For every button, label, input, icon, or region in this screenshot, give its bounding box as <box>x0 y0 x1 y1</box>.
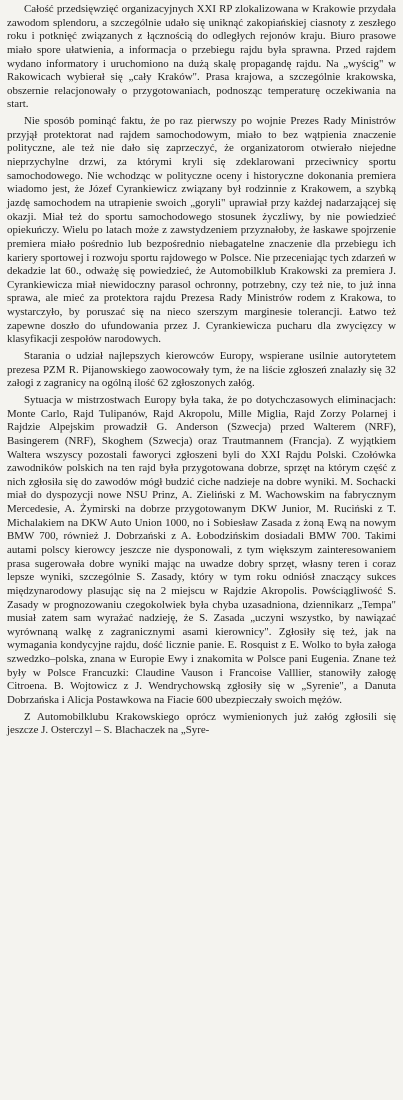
paragraph-entries: Starania o udział najlepszych kierowców Europy, wspierane usilnie autorytetem prezesa PZM R. Pijanowskiego zaowocowały tym, że na liście zgłoszeń znalazły się 32 załogi z zagranicy na ogólną ilość 62 zgłoszonych załóg. <box>7 350 396 390</box>
paragraph-prime-minister: Nie sposób pominąć faktu, że po raz pierwszy po wojnie Prezes Rady Ministrów przyjął protektorat nad rajdem samochodowym, miało to bez wątpienia znaczenie polityczne, ale też nie dało się zaprzeczyć, że organizatorom otwierało niejedne nieprzychylne drzwi, za którymi kryli się zdeklarowani przeciwnicy sportu samochodowego. Nie wchodząc w polityczne oceny i historyczne dokonania premiera wiadomo jest, że Józef Cyrankiewicz związany był rodzinnie z Krakowem, a szybką jazdę samochodem na utrapienie swoich „goryli" uprawiał przy każdej nadarzającej się okazji. Miał też do sportu samochodowego stosunek życzliwy, by nie powiedzieć opiekuńczy. Wielu po latach może z zawstydzeniem przyznałoby, że łaskawe spojrzenie premiera miało pośrednio lub bezpośrednio niebagatelne znaczenie dla przebiegu ich kariery sportowej i rozwoju sportu rajdowego w Polsce. Nie przeceniając tych zdarzeń w dekadzie lat 60., odważę się powiedzieć, że Automobilklub Krakowski za premiera J. Cyrankiewicza miał niewidoczny parasol ochronny, potrzebny, czy też nie, to już inna sprawa, ale mieć za protektora rajdu Prezesa Rady Ministrów rodem z Krakowa, to wystarczyło, by poruszać się na nieco szerszym marginesie tolerancji. Łatwo też zapewne doszło do ufundowania przez J. Cyrankiewicza pucharu dla zwycięzcy w klasyfikacji zespołów narodowych. <box>7 115 396 346</box>
paragraph-championship: Sytuacja w mistrzostwach Europy była taka, że po dotychczasowych eliminacjach: Monte Carlo, Rajd Tulipanów, Rajd Akropolu, Mille Miglia, Rajd Zorzy Polarnej i Rajdzie Alpejskim prowadził G. Anderson (Szwecja) przed Walterem (NRF), Basingerem (NRF), Skoghem (Szwecja) oraz Trautmannem (Francja). Z wyjątkiem Waltera wszyscy pozostali faworyci zgłoszeni byli do XXI Rajdu Polski. Czołówka zawodników polskich na ten rajd była przygotowana dobrze, sprzęt na którym część z nich zgłosiła się do zawodów mógł budzić ciche nadzieje na dobre wyniki. M. Sochacki miał do dyspozycji nowe NSU Prinz, A. Zieliński z M. Wachowskim na fabrycznym Mercedesie, A. Żymirski na dobrze przygotowanym DKW Junior, M. Ruciński z T. Michalakiem na DKW Auto Union 1000, no i Sobiesław Zasada z żoną Ewą na nowym BMW 700, również J. Dobrzański z A. Łobodzińskim dosiadali BMW 700. Takimi autami polscy kierowcy jeszcze nie dysponowali, z tym większym zainteresowaniem prasa sugerowała dobre wyniki mając na uwadze dobry sprzęt, własny teren i coraz lepsze wyniki, szczególnie S. Zasady, który w tym roku odniósł znaczący sukces międzynarodowy plasując się na 2 miejscu w Rajdzie Akropolis. Powściągliwość S. Zasady w prognozowaniu czegokolwiek była chyba uzasadniona, dziennikarz „Tempa" musiał zatem sam wyrażać nadzieję, że S. Zasada „uczyni wszystko, by nawiązać wyrównaną walkę z zagranicznymi asami kierownicy". Zgłosiły się też, jak na wymagania kondycyjne rajdu, dość licznie panie. E. Rosquist z E. Wolko to była załoga szwedzko–polska, znana w Europie Ewy i znakomita w Polsce pani Eugenia. Znane też były w Polsce Francuzki: Claudine Vauson i Francoise Valllier, stanowiły załogę Citroena. B. Wojtowicz z J. Wendrychowską zgłosiły się w „Syrenie", a Danuta Dobrzańska i Alicja Postawkowa na Fiacie 600 ubezpieczały swoich mężów. <box>7 393 396 707</box>
article-body <box>7 3 396 738</box>
paragraph-krakow-club: Z Automobilklubu Krakowskiego oprócz wymienionych już załóg zgłosili się jeszcze J. Osterczyl – S. Blachaczek na „Syre- <box>7 710 396 737</box>
paragraph-organization: Całość przedsięwzięć organizacyjnych XXI RP zlokalizowana w Krakowie przydała zawodom splendoru, a szczególnie udało się uniknąć zakopiańskiej ciasnoty z zeszłego roku i potknięć związanych z łącznością do odległych rejonów kraju. Biuro prasowe miało spore ułatwienia, a informacja o przebiegu rajdu była sprawna. Przed rajdem wydano informatory i uruchomiono na dużą skalę propagandę rajdu. Na „wyścig" w Rakowicach wybierał się „cały Kraków". Prasa krajowa, a szczególnie krakowska, obszernie relacjonowały o przygotowaniach, podnosząc temperaturę oczekiwania na start. <box>7 3 396 111</box>
